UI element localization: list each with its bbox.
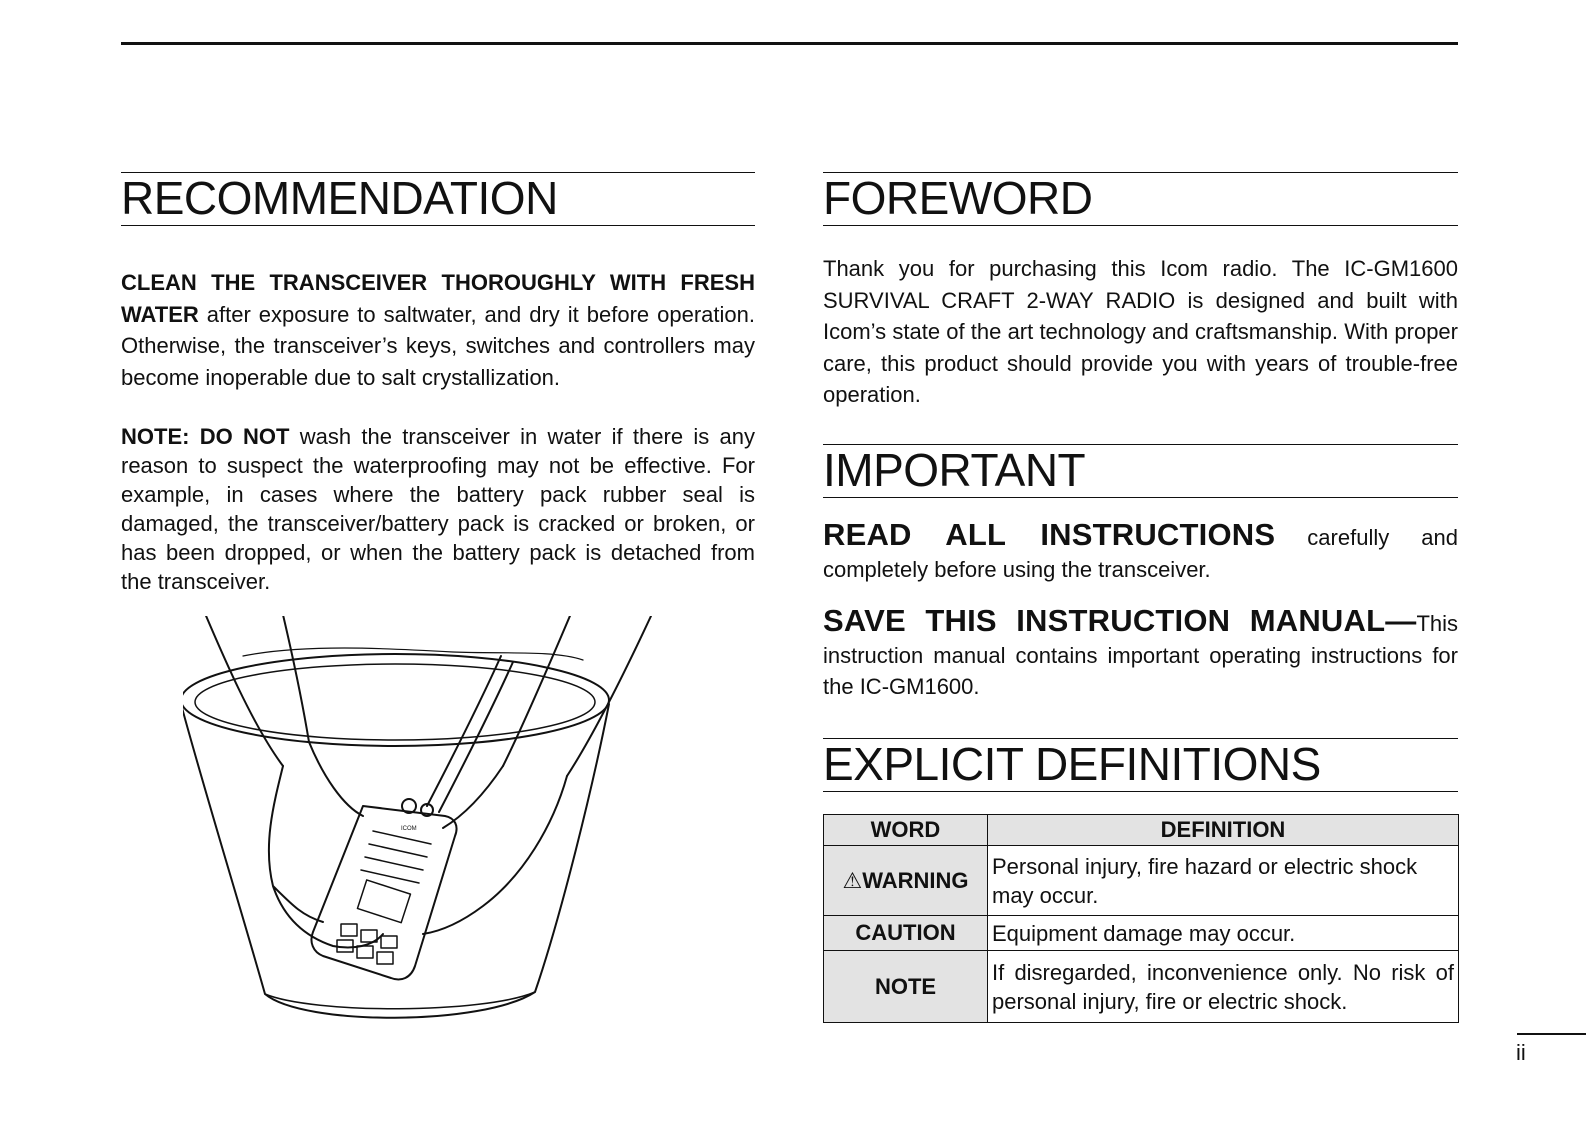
word-cell-caution: CAUTION	[824, 916, 988, 951]
radio-body	[311, 806, 456, 980]
read-all-instructions	[823, 519, 1458, 585]
definitions-table	[823, 814, 1459, 1023]
table-row	[824, 916, 1459, 951]
radio-display	[357, 880, 410, 923]
bucket-bottom	[265, 992, 535, 1009]
definition-cell: If disregarded, inconvenience only. No risk of personal injury, fire or electric shock.	[988, 951, 1459, 1023]
page-number-rule	[1517, 1033, 1586, 1035]
definition-cell: Equipment damage may occur.	[988, 916, 1459, 951]
recommendation-note-text: wash the transceiver in water if there is any reason to suspect the waterproofing may not be effective. For example, in cases where the battery pack rubber seal is damaged, the transceiver/battery pack is cracked or broken, or has been dropped, or when the battery pack is detached from the transceiver.	[121, 424, 755, 594]
word-cell-note: NOTE	[824, 951, 988, 1023]
read-all-text: carefully and completely before using the transceiver.	[823, 525, 1458, 582]
right-hand	[423, 766, 567, 934]
explicit-definitions-heading: EXPLICIT DEFINITIONS	[823, 738, 1458, 792]
recommendation-section	[121, 172, 755, 832]
word-cell-warning	[824, 846, 988, 916]
radio-grille	[361, 831, 431, 883]
top-rule	[121, 42, 1458, 45]
save-manual-bold: SAVE THIS INSTRUCTION MANUAL—	[823, 603, 1417, 638]
save-instruction-manual	[823, 605, 1458, 703]
recommendation-note-paragraph	[121, 422, 755, 596]
right-arm	[503, 616, 651, 776]
recommendation-p1-bold: CLEAN THE TRANSCEIVER THOROUGHLY WITH FRESH WATER	[121, 270, 755, 327]
left-hand	[269, 742, 383, 948]
word-warning: WARNING	[862, 867, 969, 893]
recommendation-p1-text: after exposure to saltwater, and dry it before operation. Otherwise, the transceiver’s keys, switches and controllers may become inoperable due to salt crystallization.	[121, 301, 755, 390]
foreword-heading: FOREWORD	[823, 172, 1458, 226]
important-heading: IMPORTANT	[823, 444, 1458, 498]
recommendation-note-bold: NOTE: DO NOT	[121, 424, 290, 449]
bucket-washing-illustration	[183, 616, 663, 1036]
table-row	[824, 846, 1459, 916]
table-header-row	[824, 815, 1459, 846]
table-row	[824, 951, 1459, 1023]
bucket-rim-outer	[183, 654, 609, 746]
warning-triangle-icon: ⚠	[842, 867, 863, 893]
read-all-bold: READ ALL INSTRUCTIONS	[823, 517, 1276, 552]
radio-logo: ICOM	[401, 826, 417, 832]
save-manual-text: This instruction manual contains important operating instructions for the IC-GM1600.	[823, 611, 1458, 699]
foreword-paragraph: Thank you for purchasing this Icom radio. The IC-GM1600 SURVIVAL CRAFT 2-WAY RADIO is designed and built with Icom’s state of the art technology and craftsmanship. With proper care, this product should provide you with years of trouble-free operation.	[823, 256, 1458, 407]
bucket-body	[183, 704, 609, 1018]
right-column	[823, 172, 1458, 1014]
definition-cell: Personal injury, fire hazard or electric shock may occur.	[988, 846, 1459, 916]
column-header-word: WORD	[824, 815, 988, 846]
recommendation-heading: RECOMMENDATION	[121, 172, 755, 226]
recommendation-paragraph-1	[121, 267, 755, 393]
column-header-definition: DEFINITION	[988, 815, 1459, 846]
bucket-rim-inner	[195, 664, 595, 740]
page-number: ii	[1516, 1040, 1526, 1065]
left-arm	[201, 616, 309, 766]
